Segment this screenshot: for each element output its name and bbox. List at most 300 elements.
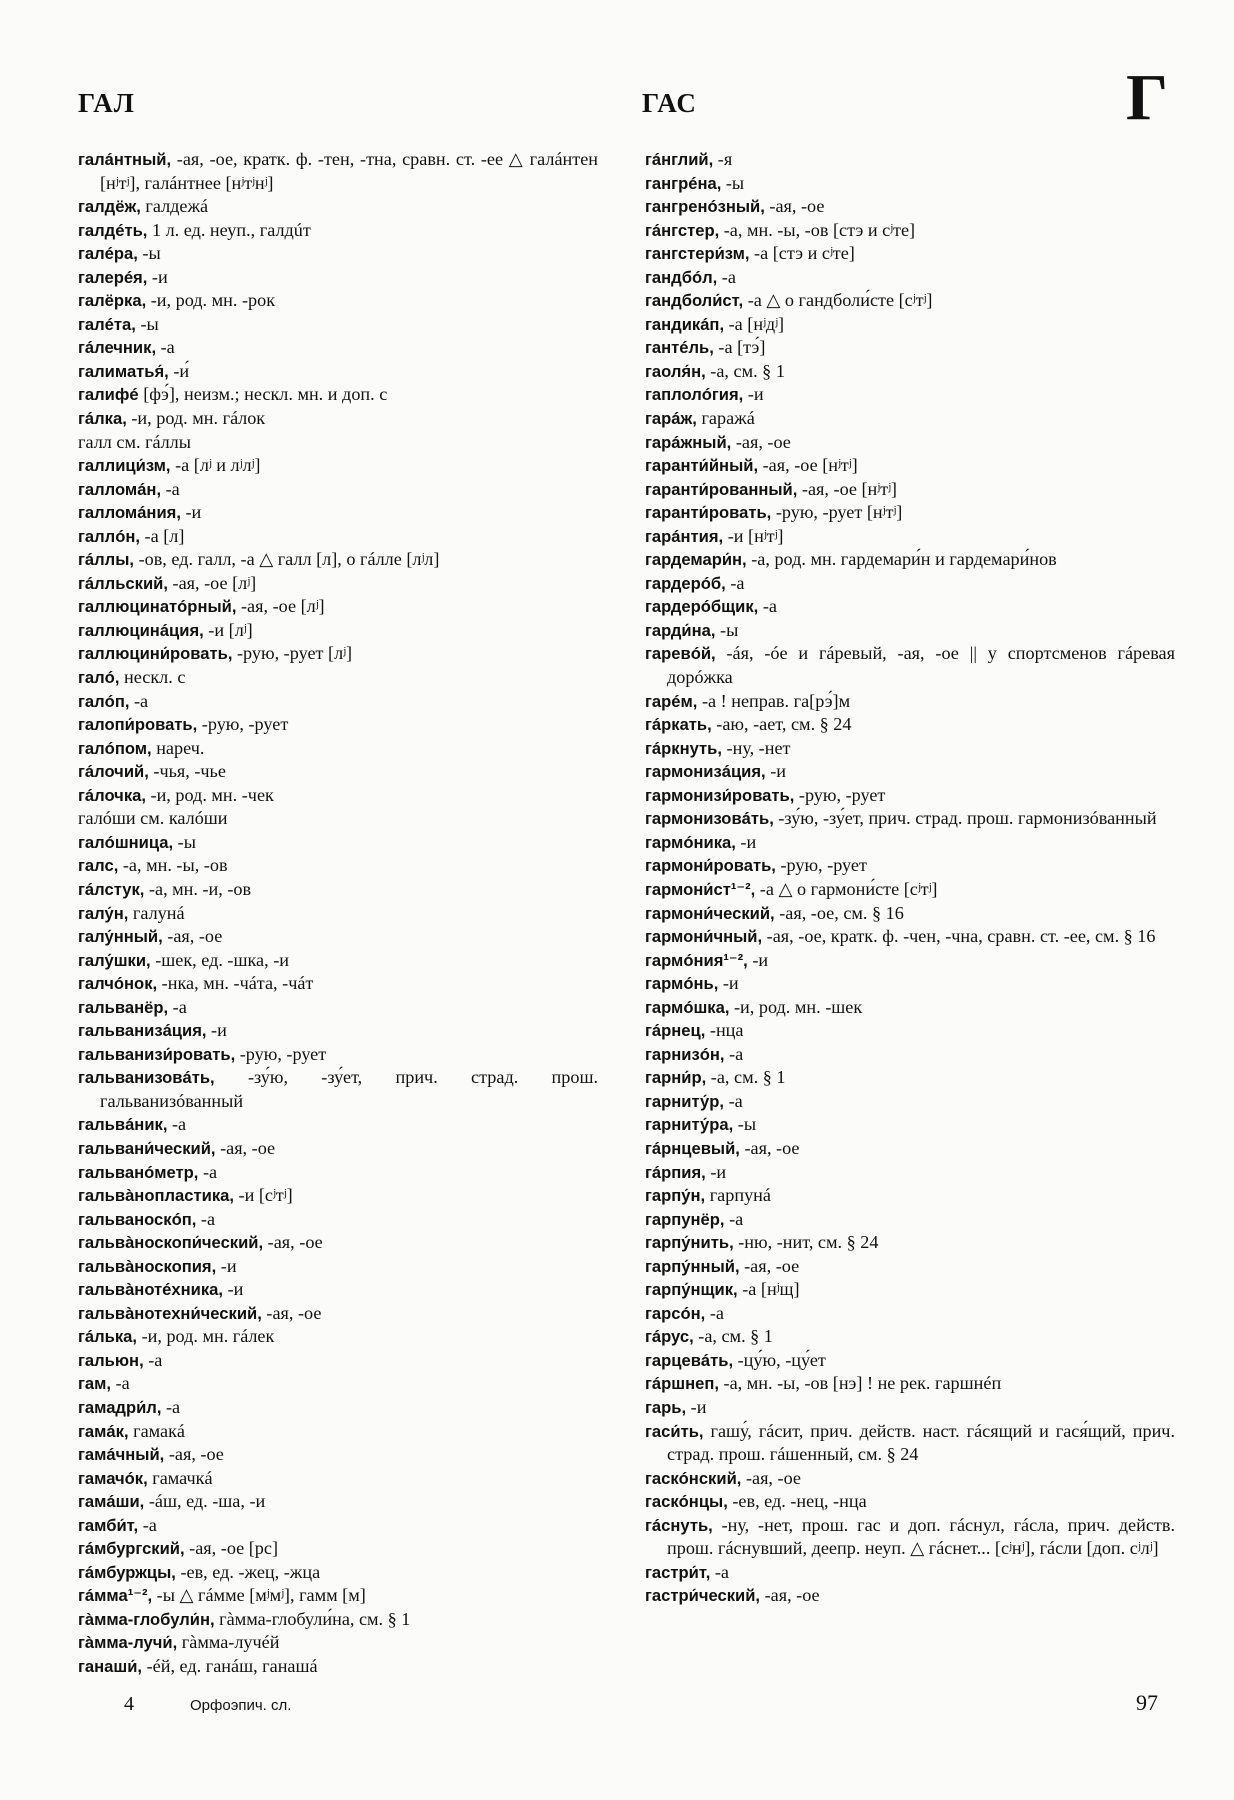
dictionary-entry [645,1231,1175,1255]
dictionary-entry [645,1255,1175,1279]
entry-headword: гармони́ст¹⁻², [645,879,756,899]
dictionary-entry [78,1608,598,1632]
dictionary-entry [645,760,1175,784]
dictionary-entry [78,1113,598,1137]
entry-body: -ая, -ое [760,1585,820,1606]
entry-body: -ая, -ое, см. § 16 [774,902,904,923]
entry-headword: гáрнцевый, [645,1138,740,1158]
dictionary-entry [78,1043,598,1067]
entry-body: -а [нʲщ] [737,1279,800,1300]
entry-body: -а [лʲ и лʲлʲ] [170,455,261,476]
entry-body: галунá [128,902,185,923]
entry-headword: гандболи́ст, [645,291,744,311]
entry-headword: гармóшка, [645,997,730,1017]
dictionary-entry [78,1631,598,1655]
dictionary-entry [645,525,1175,549]
dictionary-entry [645,925,1175,949]
entry-body: -а [725,572,745,593]
entry-body: -и [686,1396,707,1417]
entry-headword: гармони́ровать, [645,856,776,876]
entry-body: -и [нʲтʲ] [723,525,784,546]
entry-body: -ая, -ое [162,926,223,947]
dictionary-entry [78,831,598,855]
dictionary-entry [78,972,598,996]
entry-body: -ню, -нит, см. § 24 [733,1232,879,1253]
entry-body: -и [147,266,168,287]
dictionary-entry [78,854,598,878]
entry-body: -а, мн. -ы, -ов [нэ] ! не рек. гаршнéп [719,1373,1002,1394]
dictionary-entry [78,595,598,619]
entry-headword: гальванизи́ровать, [78,1044,236,1064]
entry-headword: гаранти́ровать, [645,503,772,523]
entry-body: -а [717,266,736,287]
dictionary-entry [645,1161,1175,1185]
entry-headword: гаси́ть, [645,1421,704,1441]
entry-body: -и, род. мн. гáлок [126,408,266,429]
entry-headword: гальвáник, [78,1115,168,1135]
dictionary-entry [645,289,1175,313]
entry-body: -и [206,1020,227,1041]
dictionary-entry [645,949,1175,973]
entry-headword: гаскóнцы, [645,1492,728,1512]
entry-headword: галломáния, [78,503,181,523]
entry-body: -и [718,973,739,994]
dictionary-entry [645,1467,1175,1491]
dictionary-entry [78,1349,598,1373]
entry-headword: галлóн, [78,526,140,546]
entry-body: -и [743,384,764,405]
entry-body: -а [168,996,187,1017]
entry-body: гашу́, гáсит, прич. действ. наст. гáсящий и гася́щий, прич. страд. прош. гáшенный, см. § 24 [667,1420,1175,1465]
entry-headword: гарсóн, [645,1303,706,1323]
entry-body: -и [747,949,769,970]
entry-headword: гáснуть, [645,1515,713,1535]
entry-headword: галу́шки, [78,950,151,970]
entry-body: -зу́ю, -зу́ет, прич. страд. прош. гармонизóванный [773,808,1157,829]
dictionary-entry [78,737,598,761]
dictionary-entry [78,1255,598,1279]
dictionary-entry [78,1325,598,1349]
entry-headword: гàмма-глобули́н, [78,1609,215,1629]
entry-body: -а, мн. -ы, -ов [стэ и сʲтe] [719,219,916,240]
entry-body: -рую, -рует [197,714,289,735]
dictionary-entry [645,902,1175,926]
dictionary-entry [645,1019,1175,1043]
dictionary-entry [645,1372,1175,1396]
entry-headword: гамадри́л, [78,1397,162,1417]
entry-body: -и [735,831,757,852]
entry-body: -ы [173,831,196,852]
entry-headword: галопи́ровать, [78,715,198,735]
entry-headword: гарцевáть, [645,1350,734,1370]
entry-body: -а [167,1114,187,1135]
entry-body: -нка, мн. -чáта, -чáт [157,973,314,994]
entry-headword: галó, [78,668,120,688]
entry-headword: гармони́ческий, [645,903,775,923]
entry-body: [фэ́], неизм.; нескл. мн. и доп. с [138,384,388,405]
entry-body: -и, род. мн. -рок [146,290,276,311]
entry-headword: гальвàноскопия, [78,1256,217,1276]
entry-body: -а [724,1043,744,1064]
entry-headword: гáлстук, [78,879,145,899]
entry-headword: гарь, [645,1397,687,1417]
entry-body: -ая, -ое [741,1467,801,1488]
dictionary-entry [645,1208,1175,1232]
dictionary-entry [78,360,598,384]
entry-headword: гарпу́н, [645,1186,706,1206]
dictionary-entry [645,431,1175,455]
entry-headword: галóпом, [78,738,152,758]
dictionary-entry [645,336,1175,360]
entry-headword: гáршнеп, [645,1374,719,1394]
entry-headword: галлюцинатóрный, [78,597,237,617]
dictionary-entry [645,1420,1175,1467]
entry-body: -и [216,1255,237,1276]
entry-headword: гáлечник, [78,338,157,358]
entry-headword: гáмбуржцы, [78,1562,176,1582]
entry-body: -éй, ед. ганáш, ганашá [142,1656,318,1676]
dictionary-entry [78,572,598,596]
entry-body: -и [сʲтʲ] [233,1185,293,1206]
dictionary-entry [78,548,598,572]
dictionary-entry [645,713,1175,737]
dictionary-entry [645,595,1175,619]
dictionary-entry [645,478,1175,502]
entry-body: -и [180,502,202,523]
dictionary-entry [645,313,1175,337]
entry-headword: гардерóб, [645,573,726,593]
entry-body: -а [стэ и сʲтe] [749,243,855,264]
dictionary-entry [645,360,1175,384]
dictionary-entry [78,1655,598,1679]
entry-body: -а [138,1514,157,1535]
dictionary-entry [78,1231,598,1255]
dictionary-entry [78,1161,598,1185]
entry-body: -áш, ед. -ша, -и [144,1491,266,1512]
entry-body: -а [196,1208,216,1229]
entry-headword: галéта, [78,314,136,334]
entry-body: гамакá [128,1420,186,1441]
entry-headword: гаранти́йный, [645,456,759,476]
dictionary-entry [645,1561,1175,1585]
dictionary-entry [645,242,1175,266]
dictionary-entry [78,878,598,902]
entry-headword: гальванёр, [78,997,169,1017]
entry-body: -и [765,761,786,782]
entry-headword: гаревóй, [645,644,716,664]
entry-headword: гáркнуть, [645,738,722,758]
dictionary-entry [645,1113,1175,1137]
dictionary-entry [78,925,598,949]
entry-headword: гам, [78,1374,112,1394]
entry-body: -цу́ю, -цу́ет [733,1349,826,1370]
entry-body: -а [724,1090,743,1111]
dictionary-entry [645,454,1175,478]
entry-body: -нца [705,1020,744,1041]
entry-headword: гарниту́ра, [645,1115,734,1135]
entry-headword: гальвàнотéхника, [78,1280,224,1300]
entry-headword: гáлка, [78,409,127,429]
entry-headword: гальванóметр, [78,1162,199,1182]
entry-headword: гаранти́рованный, [645,479,798,499]
dictionary-entry [78,807,598,831]
dictionary-entry [78,1137,598,1161]
entry-headword: галёрка, [78,291,147,311]
dictionary-entry [78,1467,598,1491]
entry-headword: гальвàноскопи́ческий, [78,1233,264,1253]
entry-body: -áя, -óе и гáревый, -ая, -ое || у спортсменов гáревая дорóжка [667,643,1175,688]
dictionary-entry [645,784,1175,808]
entry-headword: гастри́ческий, [645,1586,761,1606]
dictionary-entry [78,713,598,737]
left-running-head: ГАЛ [78,88,135,118]
dictionary-entry [78,219,598,243]
dictionary-entry [645,878,1175,902]
dictionary-entry [78,454,598,478]
entry-body: -а, см. § 1 [705,360,785,381]
dictionary-entry [645,266,1175,290]
entry-body: -и, род. мн. -чек [145,784,274,805]
entry-body: гамачкá [147,1467,213,1488]
dictionary-entry [78,195,598,219]
dictionary-entry [78,525,598,549]
entry-headword: гáрпия, [645,1162,706,1182]
dictionary-entry [78,1584,598,1608]
dictionary-entry [78,407,598,431]
dictionary-entry [78,1396,598,1420]
entry-headword: гармóника, [645,832,736,852]
entry-body: -ая, -ое [739,1137,800,1158]
entry-body: -ов, ед. галл, -а △ галл [л], о гáлле [лʲл] [134,549,440,570]
entry-body: гаражá [696,408,755,429]
entry-body: -а, см. § 1 [706,1067,786,1088]
dictionary-entry [645,572,1175,596]
entry-headword: галу́н, [78,903,129,923]
entry-headword: гангстери́зм, [645,244,750,264]
entry-body: -а [111,1373,130,1394]
entry-headword: галчóнок, [78,974,158,994]
dictionary-entry [78,996,598,1020]
entry-headword: гальвàнопластика, [78,1186,234,1206]
dictionary-entry [78,1019,598,1043]
dictionary-entry [645,996,1175,1020]
entry-headword: галифé [78,385,139,405]
entry-headword: гармонизовáть, [645,809,774,829]
entry-body: -а [758,596,777,617]
entry-body: -ая, -ое, кратк. ф. -тен, -тна, сравн. ст. -ее △ галáнтен [нʲтʲ], галáнтнее [нʲтʲнʲ] [100,149,598,193]
entry-headword: ганаши́, [78,1657,143,1676]
entry-body: -а [129,690,149,711]
dictionary-entry [78,336,598,360]
dictionary-entry [645,172,1175,196]
entry-body: -а △ о гандболи́сте [сʲтʲ] [743,290,933,311]
entry-headword: гангрéна, [645,173,722,193]
dictionary-entry [645,972,1175,996]
entry-headword: гальвани́ческий, [78,1138,216,1158]
entry-body: -и [705,1161,727,1182]
entry-headword: гальюн, [78,1350,144,1370]
entry-body: -а ! неправ. га[рэ́]м [697,690,851,711]
dictionary-entry [645,219,1175,243]
entry-body: -ев, ед. -нец, -нца [727,1491,867,1512]
entry-body: -рую, -рует [775,855,867,876]
entry-body: -а [нʲдʲ] [724,313,785,334]
entry-headword: галдéть, [78,220,148,240]
entry-body: -а [156,337,175,358]
dictionary-entry [78,1514,598,1538]
entry-headword: гармонизи́ровать, [645,785,795,805]
entry-headword: гарáж, [645,409,697,429]
dictionary-entry [78,666,598,690]
entry-body: -и [223,1279,244,1300]
dictionary-entry [645,195,1175,219]
entry-headword: гàмма-лучи́, [78,1633,178,1653]
entry-body: -рую, -рует [лʲ] [232,643,353,664]
dictionary-entry [645,1349,1175,1373]
entry-body: -а [161,478,180,499]
dictionary-entry [645,642,1175,689]
right-running-head: ГАС [642,88,697,118]
entry-body: -ая, -ое [731,431,791,452]
entry-headword: гастри́т, [645,1562,711,1582]
entry-body: -и, род. мн. гáлек [137,1326,275,1347]
entry-headword: гаскóнский, [645,1468,742,1488]
sheet-number: 4 [124,1693,134,1715]
entry-headword: гамáши, [78,1492,145,1512]
entry-body: -ая, -ое [215,1137,276,1158]
entry-headword: гальванизовáть, [78,1068,215,1088]
entry-body: -ы △ гáмме [мʲмʲ], гамм [м] [152,1585,366,1606]
entry-body: -зу́ю, -зу́ет, прич. страд. прош. гальванизóванный [100,1067,598,1111]
entry-body: -а, мн. -и, -ов [144,878,252,899]
entry-headword: гальванизáция, [78,1021,207,1041]
dictionary-entry [645,148,1175,172]
dictionary-entry [78,1561,598,1585]
entry-body: -ы [135,313,159,334]
entry-headword: галóп, [78,691,130,711]
entry-headword: гáлька, [78,1327,138,1347]
dictionary-entry [78,1372,598,1396]
dictionary-entry [645,1137,1175,1161]
entry-body: -а, см. § 1 [693,1326,773,1347]
dictionary-entry [78,1278,598,1302]
entry-headword: гарéм, [645,691,698,711]
entry-body: -рую, -рует [794,784,886,805]
dictionary-entry [645,501,1175,525]
entry-body: -а [161,1396,181,1417]
dictionary-entry [78,266,598,290]
dictionary-entry [78,784,598,808]
entry-headword: гангренóзный, [645,197,765,217]
entry-body: -ы [715,619,739,640]
entry-body: -и, род. мн. -шек [729,996,863,1017]
entry-headword: гáнгстер, [645,220,720,240]
entry-headword: гамáчный, [78,1445,165,1465]
entry-headword: гандикáп, [645,314,725,334]
entry-body: -ая, -ое [рс] [184,1538,279,1559]
dictionary-entry [645,1396,1175,1420]
entry-headword: галс, [78,856,119,876]
entry-headword: гармонизáция, [645,762,766,782]
entry-headword: гáмма¹⁻², [78,1586,153,1606]
dictionary-entry [78,383,598,407]
entry-body: нескл. с [119,667,186,688]
dictionary-entry [78,902,598,926]
entry-body: -а [л] [140,525,185,546]
dictionary-entry [645,831,1175,855]
entry-body: 1 л. ед. неуп., галдúт [147,219,311,240]
dictionary-entry [645,1066,1175,1090]
dictionary-entry [78,760,598,784]
dictionary-entry [78,1302,598,1326]
entry-body: -ев, ед. -жец, -жца [175,1561,321,1582]
entry-headword: гáлочка, [78,785,146,805]
entry-headword: гарни́р, [645,1068,707,1088]
left-column [78,148,598,1679]
dictionary-entry [645,407,1175,431]
entry-body: -рую, -рует [нʲтʲ] [771,502,903,523]
entry-body: нареч. [151,737,205,758]
entry-headword: галломáн, [78,479,162,499]
dictionary-entry [78,619,598,643]
entry-body: -чья, -чье [148,761,226,782]
dictionary-entry [78,642,598,666]
entry-body: -ы [733,1114,757,1135]
entry-headword: галéра, [78,244,138,264]
dictionary-entry [645,1043,1175,1067]
entry-headword: гáллы, [78,550,135,570]
entry-headword: гáрус, [645,1327,694,1347]
dictionary-entry [645,1090,1175,1114]
entry-headword: гарпу́нить, [645,1233,734,1253]
entry-headword: гарди́на, [645,620,716,640]
entry-headword: галáнтный, [78,150,172,169]
entry-body: -а [тэ́] [713,337,766,358]
entry-headword: галиматья́, [78,361,169,381]
entry-headword: гарáжный, [645,432,732,452]
entry-body: -а [710,1561,730,1582]
dictionary-entry [78,478,598,502]
entry-headword: гармóния¹⁻², [645,950,748,970]
entry-body: -ая, -ое [164,1444,224,1465]
dictionary-entry [645,1490,1175,1514]
entry-headword: гарпунёр, [645,1209,725,1229]
entry-headword: гальвàнотехни́ческий, [78,1303,262,1323]
entry-body: гарпунá [705,1185,771,1206]
dictionary-entry [645,690,1175,714]
entry-headword: гармони́чный, [645,927,763,947]
entry-headword: галу́нный, [78,927,163,947]
entry-headword: галлюцинáция, [78,620,204,640]
entry-headword: галлюцини́ровать, [78,644,233,664]
entry-headword: галлици́зм, [78,456,171,476]
entry-headword: гáмбургский, [78,1539,185,1559]
dictionary-entry [645,548,1175,572]
dictionary-entry [78,1443,598,1467]
entry-headword: гарниту́р, [645,1091,725,1111]
entry-body: -ая, -ое [нʲтʲ] [758,455,858,476]
dictionary-entry [78,242,598,266]
entry-headword: гáркать, [645,715,712,735]
dictionary-entry [645,383,1175,407]
entry-headword: гальваноскóп, [78,1209,197,1229]
entry-body: галóши см. калóши [78,808,228,829]
dictionary-entry [645,1184,1175,1208]
dictionary-entry [78,690,598,714]
entry-body: -ая, -ое [лʲ] [236,596,325,617]
entry-headword: галдёж, [78,197,141,217]
entry-headword: гандбóл, [645,267,718,287]
